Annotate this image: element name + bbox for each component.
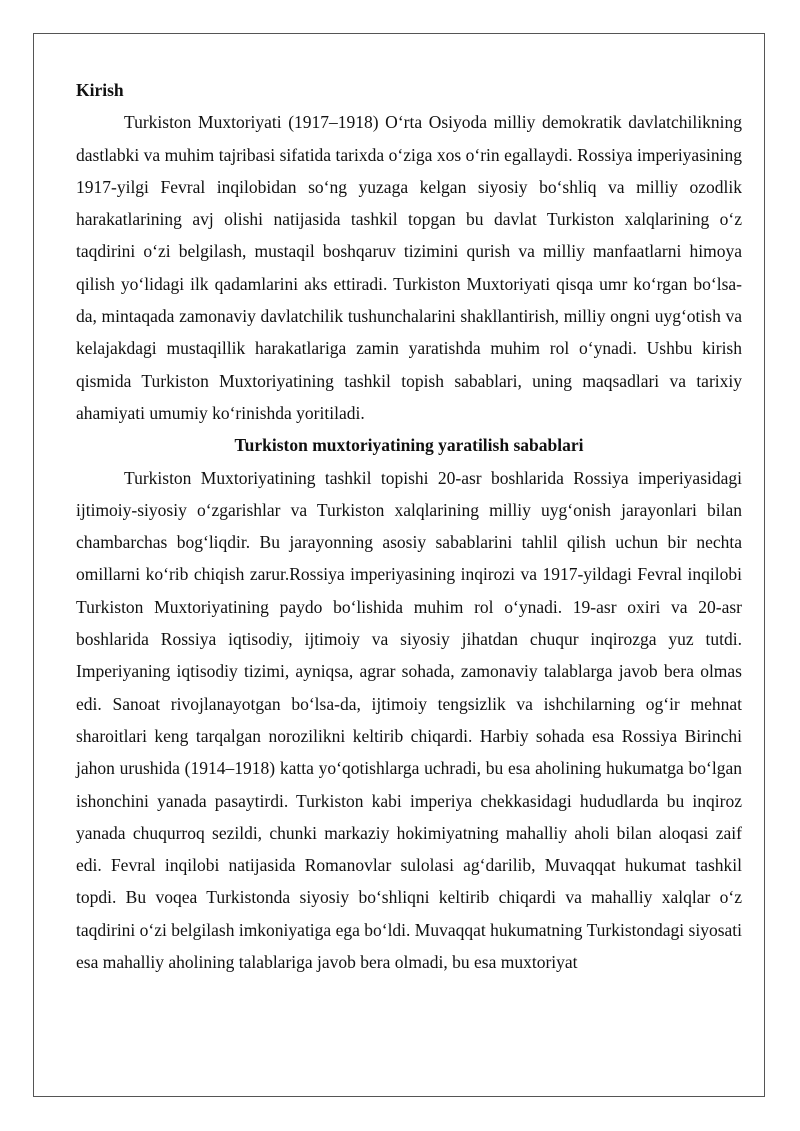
section-title: Turkiston muxtoriyatining yaratilish sabablari <box>234 435 584 456</box>
intro-heading: Kirish <box>76 80 124 100</box>
section-paragraph: Turkiston Muxtoriyatining tashkil topishi 20-asr boshlarida Rossiya imperiyasidagi ijtimoiy-siyosiy o‘zgarishlar va Turkiston xalqlarining milliy uyg‘onish jarayonlari bilan chambarchas bog‘liqdir. Bu jarayonning asosiy sabablarini tahlil qilish uchun bir nechta omillarni ko‘rib chiqish zarur.Rossiya imperiyasining inqirozi va 1917-yildagi Fevral inqilobi Turkiston Muxtoriyatining paydo bo‘lishida muhim rol o‘ynadi. 19-asr oxiri va 20-asr boshlarida Rossiya iqtisodiy, ijtimoiy va siyosiy jihatdan chuqur inqirozga yuz tutdi. Imperiyaning iqtisodiy tizimi, ayniqsa, agrar sohada, zamonaviy talablarga javob bera olmas edi. Sanoat rivojlanayotgan bo‘lsa-da, ijtimoiy tengsizlik va ishchilarning og‘ir mehnat sharoitlari keng tarqalgan norozilikni keltirib chiqardi. Harbiy sohada esa Rossiya Birinchi jahon urushida (1914–1918) katta yo‘qotishlarga uchradi, bu esa aholining hukumatga bo‘lgan ishonchini yanada pasaytirdi. Turkiston kabi imperiya chekkasidagi hududlarda bu inqiroz yanada chuqurroq sezildi, chunki markaziy hokimiyatning mahalliy aholi bilan aloqasi zaif edi. Fevral inqilobi natijasida Romanovlar sulolasi ag‘darilib, Muvaqqat hukumat tashkil topdi. Bu voqea Turkistonda siyosiy bo‘shliqni keltirib chiqardi va mahalliy xalqlar o‘z taqdirini o‘zi belgilash imkoniyatiga ega bo‘ldi. Muvaqqat hukumatning Turkistondagi siyosati esa mahalliy aholining talablariga javob bera olmadi, bu esa muxtoriyat <box>76 467 742 973</box>
document-body <box>76 74 742 978</box>
intro-paragraph: Turkiston Muxtoriyati (1917–1918) O‘rta Osiyoda milliy demokratik davlatchilikning dastlabki va muhim tajribasi sifatida tarixda o‘ziga xos o‘rin egallaydi. Rossiya imperiyasining 1917-yilgi Fevral inqilobidan so‘ng yuzaga kelgan siyosiy bo‘shliq va milliy ozodlik harakatlarining avj olishi natijasida tashkil topgan bu davlat Turkiston xalqlarining o‘z taqdirini o‘zi belgilash, mustaqil boshqaruv tizimini qurish va milliy manfaatlarni himoya qilish yo‘lidagi ilk qadamlarini aks ettiradi. Turkiston Muxtoriyati qisqa umr ko‘rgan bo‘lsa-da, mintaqada zamonaviy davlatchilik tushunchalarini shakllantirish, milliy ongni uyg‘otish va kelajakdagi mustaqillik harakatlariga zamin yaratishda muhim rol o‘ynadi. Ushbu kirish qismida Turkiston Muxtoriyatining tashkil topish sabablari, uning maqsadlari va tarixiy ahamiyati umumiy ko‘rinishda yoritiladi. <box>76 112 742 423</box>
